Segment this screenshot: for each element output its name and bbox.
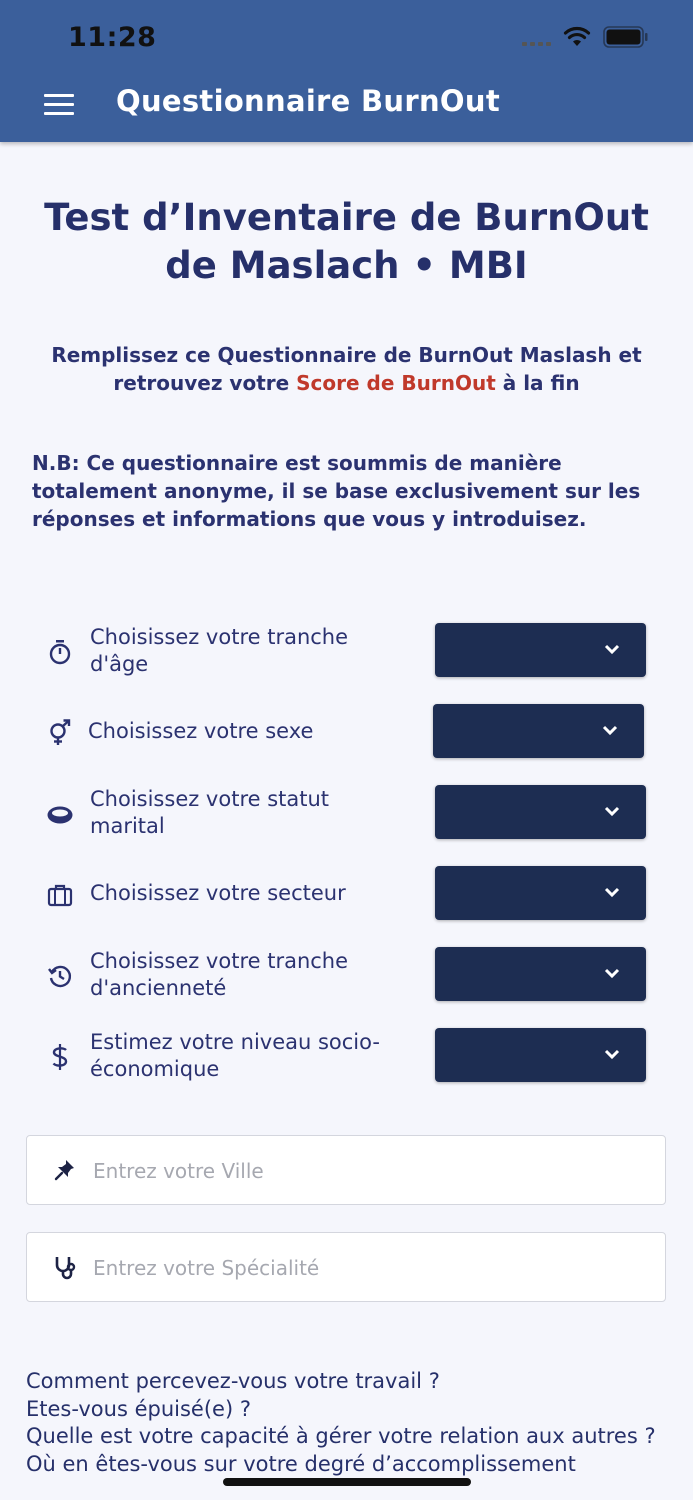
field-row-sex	[0, 703, 693, 763]
app-header	[0, 0, 693, 142]
chevron-down-icon	[602, 724, 618, 736]
field-label-sex: Choisissez votre sexe	[88, 719, 314, 743]
ring-icon	[46, 800, 74, 828]
select-sex[interactable]	[433, 704, 644, 758]
intro-part3: à la fin	[495, 371, 580, 395]
hamburger-menu-icon[interactable]	[44, 94, 74, 118]
briefcase-icon	[46, 881, 74, 909]
field-row-marital	[0, 784, 693, 844]
specialty-input[interactable]	[91, 1233, 655, 1303]
field-row-sector	[0, 865, 693, 925]
intro-score-highlight: Score de BurnOut	[296, 371, 496, 395]
select-socioeconomic[interactable]	[435, 1028, 646, 1082]
cellular-signal-icon	[522, 42, 551, 46]
chevron-down-icon	[604, 967, 620, 979]
field-row-seniority	[0, 946, 693, 1006]
field-row-age	[0, 622, 693, 682]
question-item: Où en êtes-vous sur votre degré d’accomplissement	[26, 1451, 576, 1476]
field-label-socioeconomic: Estimez votre niveau socio-économique	[90, 1030, 380, 1081]
dollar-icon	[46, 1043, 74, 1071]
field-row-socioeconomic	[0, 1027, 693, 1087]
stopwatch-icon	[46, 638, 74, 666]
question-item: Etes-vous épuisé(e) ?	[26, 1396, 251, 1421]
questions-list	[26, 1368, 666, 1478]
page-title	[0, 194, 693, 290]
city-input-container	[26, 1135, 666, 1205]
city-input[interactable]	[91, 1136, 655, 1206]
field-label-marital: Choisissez votre statut marital	[90, 787, 330, 838]
status-time: 11:28	[68, 22, 157, 53]
specialty-input-container	[26, 1232, 666, 1302]
chevron-down-icon	[604, 643, 620, 655]
chevron-down-icon	[604, 1048, 620, 1060]
wifi-icon	[563, 26, 591, 48]
intro-text	[0, 341, 693, 397]
page-title-line1: Test d’Inventaire de BurnOut	[44, 196, 649, 239]
field-label-sector: Choisissez votre secteur	[90, 881, 346, 905]
pushpin-icon	[53, 1158, 77, 1182]
chevron-down-icon	[604, 805, 620, 817]
anonymity-note: N.B: Ce questionnaire est soummis de manière totalement anonyme, il se base exclusivement sur les réponses et informations que vous y introduisez.	[32, 451, 641, 531]
chevron-down-icon	[604, 886, 620, 898]
gender-icon	[46, 719, 74, 747]
status-icons	[522, 26, 649, 48]
page-title-line2: de Maslach • MBI	[165, 244, 528, 287]
battery-icon	[603, 26, 649, 48]
select-age[interactable]	[435, 623, 646, 677]
stethoscope-icon	[53, 1255, 79, 1281]
home-indicator[interactable]	[223, 1478, 471, 1486]
question-item: Comment percevez-vous votre travail ?	[26, 1369, 440, 1393]
intro-line2	[0, 369, 693, 397]
select-sector[interactable]	[435, 866, 646, 920]
field-label-age: Choisissez votre tranche d'âge	[90, 625, 349, 676]
select-seniority[interactable]	[435, 947, 646, 1001]
select-marital[interactable]	[435, 785, 646, 839]
history-icon	[46, 962, 74, 990]
question-item: Quelle est votre capacité à gérer votre relation aux autres ?	[26, 1424, 656, 1448]
intro-part2: retrouvez votre	[113, 371, 297, 395]
intro-line1: Remplissez ce Questionnaire de BurnOut Maslash et	[51, 343, 642, 367]
header-title: Questionnaire BurnOut	[116, 84, 500, 118]
field-label-seniority: Choisissez votre tranche d'ancienneté	[90, 949, 349, 1000]
